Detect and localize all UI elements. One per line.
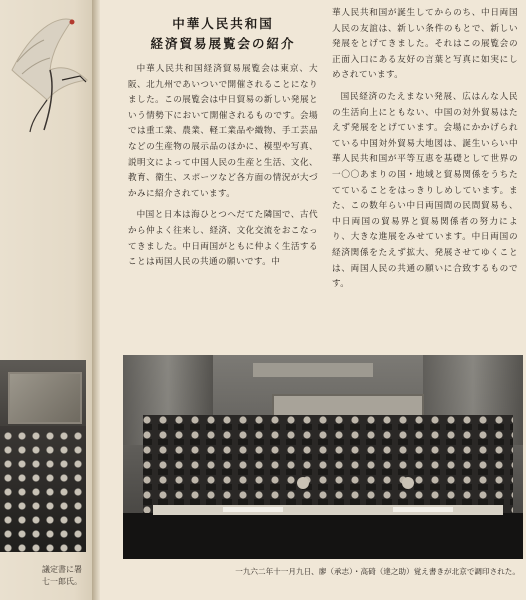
left-photo bbox=[0, 360, 86, 552]
text-column-left bbox=[128, 14, 318, 277]
text-column-right bbox=[332, 6, 518, 299]
left-page bbox=[0, 0, 92, 600]
crowd bbox=[0, 426, 86, 552]
right-page bbox=[100, 0, 526, 600]
paragraph: 中国と日本は海ひとつへだてた隣国で、古代から仲よく往来し、経済、文化交流をおこなってきました。中日両国がともに仲よく生活することは両国人民の共通の願いです。中 bbox=[128, 210, 318, 268]
article-title-line2: 経済貿易展覧会の紹介 bbox=[150, 36, 296, 51]
page-fold bbox=[92, 0, 100, 600]
left-caption-line2: 七一郎氏。 bbox=[42, 577, 82, 586]
signing-ceremony-photo bbox=[123, 355, 523, 559]
paragraph: 中華人民共和国経済貿易展覧会は東京、大阪、北九州であいついで開催されることになりました。この展覧会は中日貿易の新しい発展という情勢下において開催されるものです。会場では重工業、農業、軽工業品や織物、手工芸品などの生産物の展示品のほかに、模型や写真、説明文によって中国人民の生産と生活、文化、教育、衛生、スポーツなど各方面の情況が大づかみに紹介されています。 bbox=[128, 64, 318, 199]
photo-graphic bbox=[123, 355, 523, 559]
paragraph: 華人民共和国が誕生してからのち、中日両国人民の友誼は、新しい条件のもとで、新しい発展をとげてきました。それはこの展覧会の正面入口にある友好の言葉と写真に如実にしめされています。 bbox=[332, 8, 518, 81]
wall-painting bbox=[8, 372, 82, 424]
article-title bbox=[128, 14, 318, 54]
photo-caption: 一九六二年十一月九日、廖（承志）・高碕（達之助）覚え書きが北京で調印された。 bbox=[235, 567, 520, 576]
left-caption-line1: 議定書に署 bbox=[42, 565, 82, 574]
paragraph: 国民経済のたえまない発展、広はんな人民の生活向上にともない、中国の対外貿易はたえず発展をとげています。会場にかかげられている中国対外貿易大地図は、誕生いらい中華人民共和国が平等互恵を基礎として世界の一〇〇あまりの国・地域と貿易関係をうちたてていることをはっきりしめしています。また、この数年らい中日両国間の民間貿易も、中日両国の貿易界と貿易関係者の努力により、大きな進展をみせています。中日両国の経済関係をたえず拡大、発展させてゆくことは、両国人民の共通の願いに合致するものです。 bbox=[332, 91, 518, 290]
crane-illustration bbox=[2, 10, 90, 140]
article-title-line1: 中華人民共和国 bbox=[172, 16, 274, 31]
left-caption bbox=[0, 564, 86, 588]
